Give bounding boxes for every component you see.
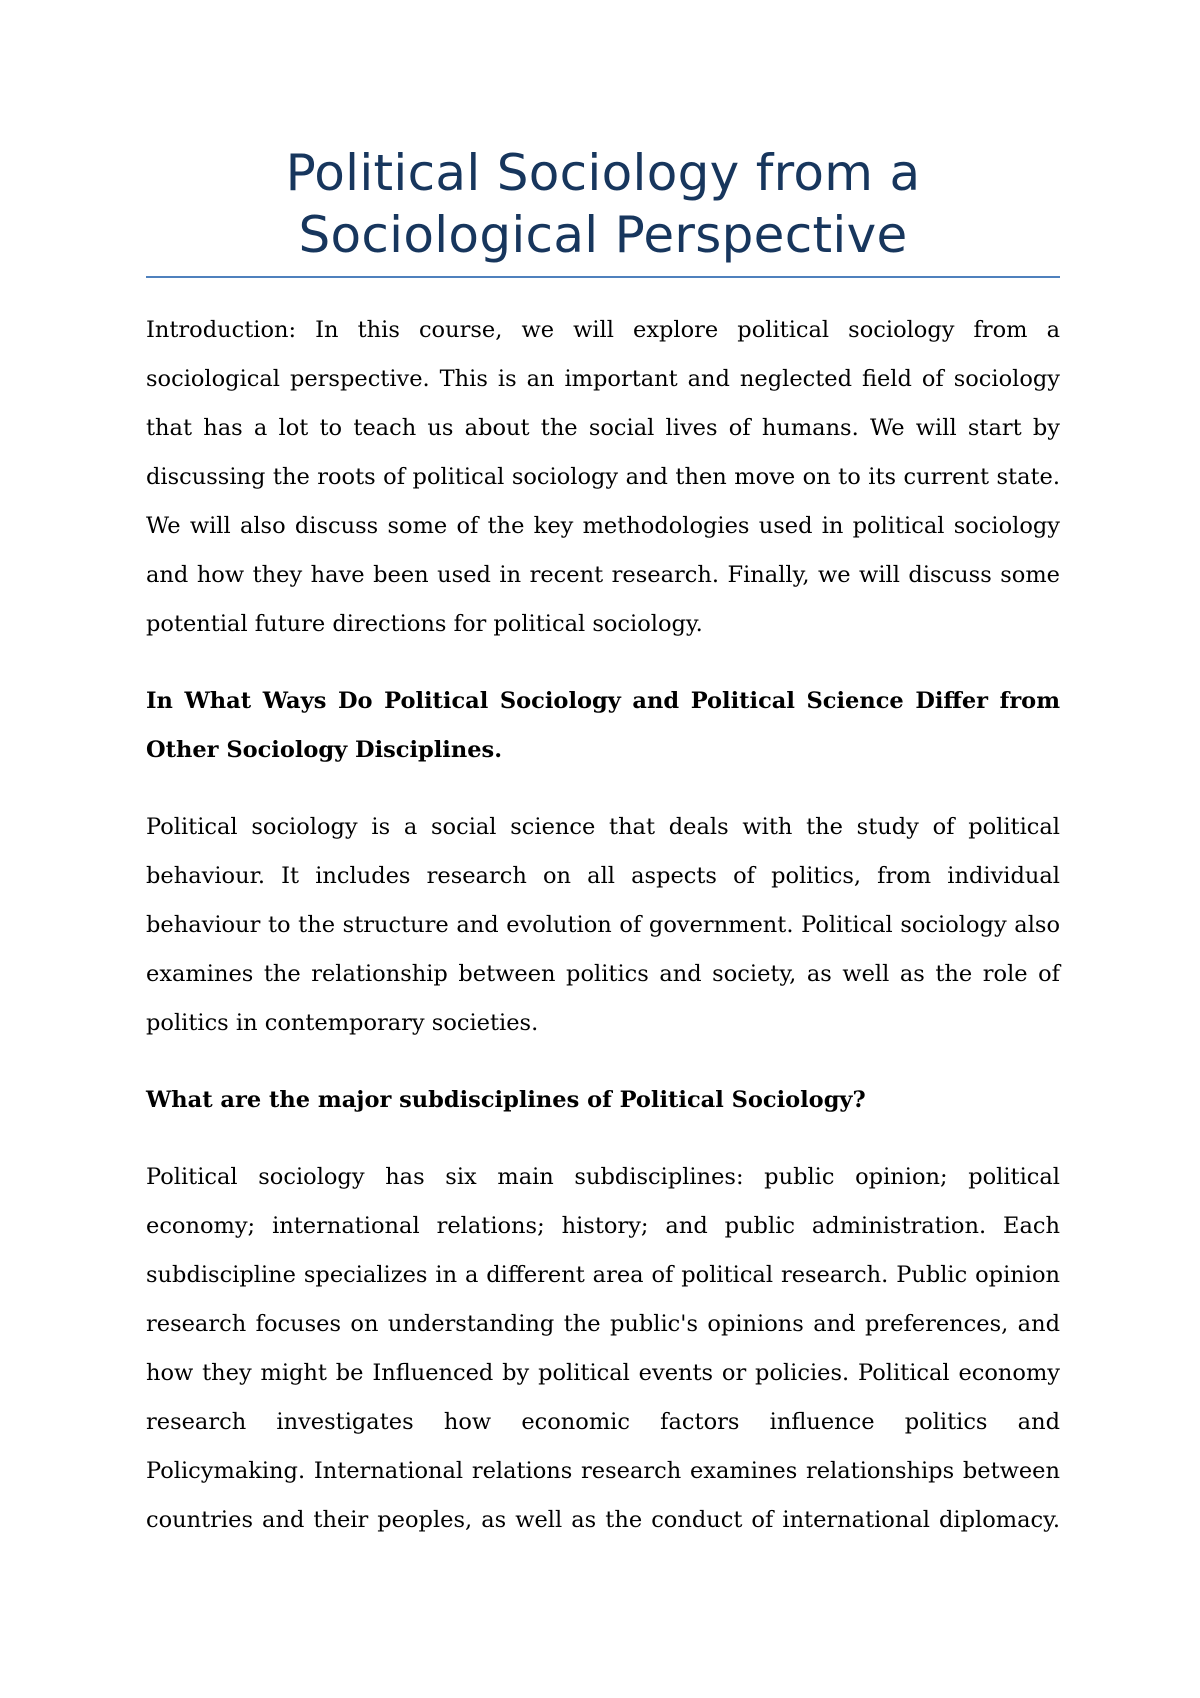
document-title: Political Sociology from a Sociological Perspective — [285, 144, 921, 264]
section-heading-subdisciplines: What are the major subdisciplines of Political Sociology? — [146, 1087, 866, 1113]
intro-paragraph: Introduction: In this course, we will explore political sociology from a sociological perspective. This is an important and neglected field of sociology that has a lot to teach us about the social lives of humans. We will start by discussing the roots of political sociology and then move on to its current state. We will also discuss some of the key methodologies used in political sociology and how they have been used in recent research. Finally, we will discuss some potential future directions for political sociology. — [146, 317, 1060, 637]
subdisciplines-paragraph: Political sociology has six main subdisciplines: public opinion; political economy; international relations; history; and public administration. Each subdiscipline specializes in a different area of political research. Public opinion research focuses on understanding the public's opinions and preferences, and how they might be Influenced by political events or policies. Political economy research investigates how economic factors influence politics and Policymaking. International relations research examines relationships between countries and their peoples, as well as the conduct of international diplomacy. — [146, 1164, 1060, 1533]
definition-paragraph: Political sociology is a social science that deals with the study of political behaviour. It includes research on all aspects of politics, from individual behaviour to the structure and evolution of government. Political sociology also examines the relationship between politics and society, as well as the role of politics in contemporary societies. — [146, 814, 1060, 1036]
title-block — [146, 142, 1060, 266]
document-body — [146, 306, 1060, 1573]
title-divider — [146, 276, 1060, 278]
section-heading-differences: In What Ways Do Political Sociology and Political Science Differ from Other Sociology Disciplines. — [146, 688, 1060, 763]
